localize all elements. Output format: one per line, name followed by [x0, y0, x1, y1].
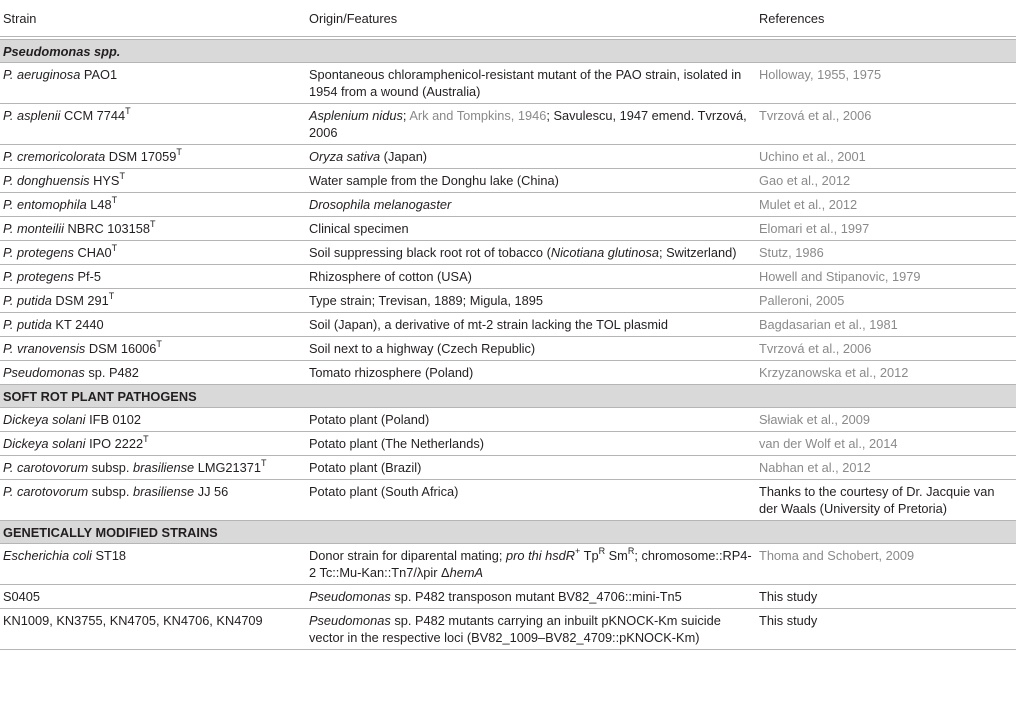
- reference-cell: Thoma and Schobert, 2009: [756, 544, 1016, 585]
- text-segment: IPO 2222: [85, 436, 144, 451]
- italic-text: P. carotovorum: [3, 484, 89, 499]
- text-segment: DSM 17059: [105, 149, 177, 164]
- origin-cell: [306, 265, 756, 289]
- strain-cell: [0, 217, 306, 241]
- section-title: Pseudomonas spp.: [0, 40, 1016, 63]
- text-segment: Potato plant (Poland): [309, 412, 430, 427]
- origin-cell: [306, 193, 756, 217]
- table-row: [0, 241, 1016, 265]
- table-row: [0, 337, 1016, 361]
- table-row: [0, 480, 1016, 521]
- strain-cell: [0, 432, 306, 456]
- italic-text: brasiliense: [132, 460, 195, 475]
- text-segment: Pf-5: [73, 269, 101, 284]
- origin-cell: [306, 480, 756, 521]
- text-segment: Donor strain for diparental mating;: [309, 548, 507, 563]
- origin-cell: [306, 609, 756, 650]
- strain-cell: [0, 361, 306, 385]
- strain-cell: [0, 337, 306, 361]
- header-strain: Strain: [0, 0, 306, 37]
- strain-cell: [0, 456, 306, 480]
- origin-cell: [306, 337, 756, 361]
- text-segment: DSM 291: [51, 293, 109, 308]
- table-row: [0, 585, 1016, 609]
- strain-cell: [0, 544, 306, 585]
- text-segment: Soil next to a highway (Czech Republic): [309, 341, 536, 356]
- superscript: T: [143, 434, 149, 444]
- origin-cell: [306, 63, 756, 104]
- text-segment: Tomato rhizosphere (Poland): [309, 365, 474, 380]
- strain-cell: [0, 169, 306, 193]
- italic-text: Dickeya solani: [3, 412, 86, 427]
- text-segment: DSM 16006: [85, 341, 157, 356]
- section-header-row: [0, 40, 1016, 63]
- text-segment: Potato plant (The Netherlands): [309, 436, 484, 451]
- superscript: T: [176, 147, 182, 157]
- reference-cell: Sławiak et al., 2009: [756, 408, 1016, 432]
- strain-cell: [0, 609, 306, 650]
- origin-cell: [306, 241, 756, 265]
- italic-text: Nicotiana glutinosa: [550, 245, 659, 260]
- text-segment: Rhizosphere of cotton (USA): [309, 269, 472, 284]
- italic-text: Drosophila melanogaster: [309, 197, 452, 212]
- superscript: R: [598, 546, 606, 556]
- text-segment: KT 2440: [51, 317, 104, 332]
- italic-text: P. entomophila: [3, 197, 87, 212]
- text-segment: Potato plant (Brazil): [309, 460, 422, 475]
- italic-text: hemA: [449, 565, 484, 580]
- header-origin: Origin/Features: [306, 0, 756, 37]
- origin-cell: [306, 456, 756, 480]
- strain-cell: [0, 408, 306, 432]
- origin-cell: [306, 408, 756, 432]
- reference-cell: Nabhan et al., 2012: [756, 456, 1016, 480]
- text-segment: PAO1: [80, 67, 118, 82]
- italic-text: Oryza sativa: [309, 149, 381, 164]
- superscript: +: [575, 546, 581, 556]
- superscript: T: [150, 219, 156, 229]
- table-row: [0, 104, 1016, 145]
- reference-cell: Bagdasarian et al., 1981: [756, 313, 1016, 337]
- italic-text: P. donghuensis: [3, 173, 90, 188]
- table-row: [0, 217, 1016, 241]
- italic-text: P. cremoricolorata: [3, 149, 106, 164]
- text-segment: LMG21371: [194, 460, 262, 475]
- origin-cell: [306, 145, 756, 169]
- italic-text: Pseudomonas: [3, 365, 85, 380]
- text-segment: IFB 0102: [85, 412, 142, 427]
- italic-text: Pseudomonas: [309, 589, 391, 604]
- table-row: [0, 361, 1016, 385]
- text-segment: Soil suppressing black root rot of tobacco (: [309, 245, 551, 260]
- text-segment: subsp.: [88, 460, 133, 475]
- text-segment: sp. P482 mutants carrying an inbuilt pKNOCK-Km suicide vector in the respective loci (BV82_1009–BV82_4709::pKNOCK-Km): [309, 613, 721, 645]
- text-segment: Clinical specimen: [309, 221, 409, 236]
- italic-text: Pseudomonas: [309, 613, 391, 628]
- text-segment: S0405: [3, 589, 41, 604]
- text-segment: sp. P482 transposon mutant BV82_4706::mini-Tn5: [390, 589, 682, 604]
- italic-text: P. aeruginosa: [3, 67, 81, 82]
- reference-cell: Tvrzová et al., 2006: [756, 337, 1016, 361]
- table-row: [0, 609, 1016, 650]
- strain-cell: [0, 241, 306, 265]
- origin-cell: [306, 104, 756, 145]
- origin-cell: [306, 585, 756, 609]
- reference-cell: Thanks to the courtesy of Dr. Jacquie van der Waals (University of Pretoria): [756, 480, 1016, 521]
- table-row: [0, 456, 1016, 480]
- header-references: References: [756, 0, 1016, 37]
- strain-cell: [0, 289, 306, 313]
- text-segment: Ark and Tompkins, 1946: [409, 108, 547, 123]
- reference-cell: van der Wolf et al., 2014: [756, 432, 1016, 456]
- text-segment: Soil (Japan), a derivative of mt-2 strain lacking the TOL plasmid: [309, 317, 668, 332]
- table-row: [0, 544, 1016, 585]
- reference-cell: Krzyzanowska et al., 2012: [756, 361, 1016, 385]
- reference-cell: Elomari et al., 1997: [756, 217, 1016, 241]
- text-segment: (Japan): [380, 149, 428, 164]
- superscript: T: [119, 171, 125, 181]
- origin-cell: [306, 432, 756, 456]
- italic-text: P. protegens: [3, 245, 74, 260]
- origin-cell: [306, 313, 756, 337]
- superscript: T: [108, 291, 115, 301]
- strain-cell: [0, 104, 306, 145]
- italic-text: pro thi hsdR: [506, 548, 576, 563]
- superscript: T: [111, 195, 118, 205]
- reference-cell: This study: [756, 609, 1016, 650]
- italic-text: P. carotovorum: [3, 460, 89, 475]
- origin-cell: [306, 544, 756, 585]
- text-segment: Sm: [605, 548, 628, 563]
- text-segment: Water sample from the Donghu lake (China): [309, 173, 559, 188]
- italic-text: brasiliense: [132, 484, 195, 499]
- strain-cell: [0, 63, 306, 104]
- text-segment: sp. P482: [84, 365, 139, 380]
- reference-cell: Mulet et al., 2012: [756, 193, 1016, 217]
- text-segment: Spontaneous chloramphenicol-resistant mutant of the PAO strain, isolated in 1954 from a wound (Australia): [309, 67, 742, 99]
- table-row: [0, 265, 1016, 289]
- italic-text: P. putida: [3, 293, 52, 308]
- italic-text: Asplenium nidus: [309, 108, 403, 123]
- table-row: [0, 289, 1016, 313]
- table-row: [0, 145, 1016, 169]
- strain-cell: [0, 265, 306, 289]
- strain-cell: [0, 585, 306, 609]
- italic-text: P. monteilii: [3, 221, 64, 236]
- text-segment: NBRC 103158: [63, 221, 151, 236]
- superscript: R: [627, 546, 635, 556]
- table-row: [0, 169, 1016, 193]
- italic-text: Escherichia coli: [3, 548, 92, 563]
- origin-cell: [306, 361, 756, 385]
- superscript: T: [261, 458, 267, 468]
- table-row: [0, 313, 1016, 337]
- reference-cell: Howell and Stipanovic, 1979: [756, 265, 1016, 289]
- text-segment: CCM 7744: [60, 108, 126, 123]
- text-segment: ST18: [91, 548, 127, 563]
- table-row: [0, 193, 1016, 217]
- italic-text: P. asplenii: [3, 108, 61, 123]
- text-segment: L48: [86, 197, 112, 212]
- table-row: [0, 63, 1016, 104]
- reference-cell: Uchino et al., 2001: [756, 145, 1016, 169]
- text-segment: Type strain; Trevisan, 1889; Migula, 1895: [309, 293, 544, 308]
- reference-cell: Holloway, 1955, 1975: [756, 63, 1016, 104]
- reference-cell: Tvrzová et al., 2006: [756, 104, 1016, 145]
- table-row: [0, 408, 1016, 432]
- italic-text: Dickeya solani: [3, 436, 86, 451]
- section-title: GENETICALLY MODIFIED STRAINS: [0, 521, 1016, 544]
- superscript: T: [111, 243, 118, 253]
- text-segment: Tp: [580, 548, 599, 563]
- text-segment: CHA0: [73, 245, 112, 260]
- text-segment: ; chromosome::RP4-2 Tc::Mu-Kan::Tn7/λpir Δ: [309, 548, 752, 580]
- strain-cell: [0, 193, 306, 217]
- superscript: T: [125, 106, 131, 116]
- reference-cell: Gao et al., 2012: [756, 169, 1016, 193]
- origin-cell: [306, 169, 756, 193]
- section-title: SOFT ROT PLANT PATHOGENS: [0, 385, 1016, 408]
- superscript: T: [156, 339, 162, 349]
- header-row: [0, 0, 1016, 37]
- table-row: [0, 432, 1016, 456]
- strain-cell: [0, 145, 306, 169]
- text-segment: KN1009, KN3755, KN4705, KN4706, KN4709: [3, 613, 263, 628]
- text-segment: HYS: [89, 173, 120, 188]
- text-segment: ;: [402, 108, 410, 123]
- text-segment: JJ 56: [194, 484, 229, 499]
- origin-cell: [306, 289, 756, 313]
- text-segment: subsp.: [88, 484, 133, 499]
- text-segment: Potato plant (South Africa): [309, 484, 459, 499]
- strain-cell: [0, 313, 306, 337]
- italic-text: P. vranovensis: [3, 341, 86, 356]
- reference-cell: This study: [756, 585, 1016, 609]
- origin-cell: [306, 217, 756, 241]
- section-header-row: [0, 521, 1016, 544]
- strain-cell: [0, 480, 306, 521]
- italic-text: P. putida: [3, 317, 52, 332]
- section-header-row: [0, 385, 1016, 408]
- text-segment: ; Savulescu, 1947 emend. Tvrzová, 2006: [309, 108, 747, 140]
- italic-text: P. protegens: [3, 269, 74, 284]
- text-segment: ; Switzerland): [658, 245, 737, 260]
- reference-cell: Palleroni, 2005: [756, 289, 1016, 313]
- reference-cell: Stutz, 1986: [756, 241, 1016, 265]
